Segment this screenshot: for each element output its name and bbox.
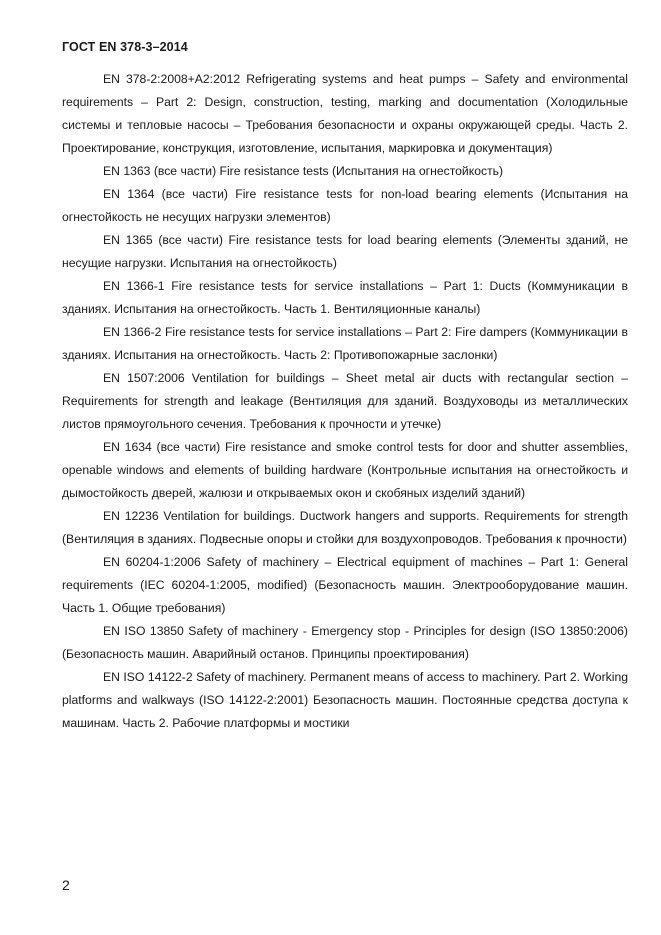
reference-entry: EN 1366-2 Fire resistance tests for service installations – Part 2: Fire dampers (Коммуникации в зданиях. Испытания на огнестойкость. Часть 2: Противопожарные заслонки) bbox=[62, 325, 628, 362]
reference-entry: EN 1366-1 Fire resistance tests for service installations – Part 1: Ducts (Коммуникации в зданиях. Испытания на огнестойкость. Часть 1. Вентиляционные каналы) bbox=[62, 279, 628, 316]
reference-entry: EN 1634 (все части) Fire resistance and smoke control tests for door and shutter assemblies, openable windows and elements of building hardware (Контрольные испытания на огнестойкость и дымостойкость дверей, жалюзи и открываемых окон и скобяных изделий зданий) bbox=[62, 440, 628, 500]
reference-entry: EN 1507:2006 Ventilation for buildings – Sheet metal air ducts with rectangular section – Requirements for strength and leakage (Вентиляция для зданий. Воздуховоды из металлических листов прямоугольного сечения. Требования к прочности и утечке) bbox=[62, 371, 628, 431]
reference-entry: EN 1363 (все части) Fire resistance tests (Испытания на огнестойкость) bbox=[103, 164, 504, 178]
reference-entry: EN ISO 13850 Safety of machinery - Emergency stop - Principles for design (ISO 13850:2006) (Безопасность машин. Аварийный останов. Принципы проектирования) bbox=[62, 624, 628, 661]
reference-entry: EN 1364 (все части) Fire resistance tests for non-load bearing elements (Испытания на огнестойкость не несущих нагрузки элементов) bbox=[62, 187, 628, 224]
reference-entry: EN 12236 Ventilation for buildings. Ductwork hangers and supports. Requirements for strength (Вентиляция в зданиях. Подвесные опоры и стойки для воздухопроводов. Требования к прочности) bbox=[62, 509, 628, 546]
reference-entry: EN 60204-1:2006 Safety of machinery – Electrical equipment of machines – Part 1: General requirements (IEC 60204-1:2005, modified) (Безопасность машин. Электрооборудование машин. Часть 1. Общие требования) bbox=[62, 555, 628, 615]
reference-entry: EN ISO 14122-2 Safety of machinery. Permanent means of access to machinery. Part 2. Working platforms and walkways (ISO 14122-2:2001) Безопасность машин. Постоянные средства доступа к машинам. Часть 2. Рабочие платформы и мостики bbox=[62, 670, 628, 730]
page-number: 2 bbox=[62, 877, 70, 893]
reference-entry: EN 1365 (все части) Fire resistance tests for load bearing elements (Элементы зданий, не несущие нагрузки. Испытания на огнестойкость) bbox=[62, 233, 628, 270]
standard-code-header: ГОСТ EN 378-3–2014 bbox=[62, 40, 188, 54]
normative-references-list bbox=[62, 68, 628, 735]
reference-entry: EN 378-2:2008+A2:2012 Refrigerating systems and heat pumps – Safety and environmental requirements – Part 2: Design, construction, testing, marking and documentation (Холодильные системы и тепловые насосы – Требования безопасности и охраны окружающей среды. Часть 2. Проектирование, конструкция, изготовление, испытания, маркировка и документация) bbox=[62, 72, 628, 155]
